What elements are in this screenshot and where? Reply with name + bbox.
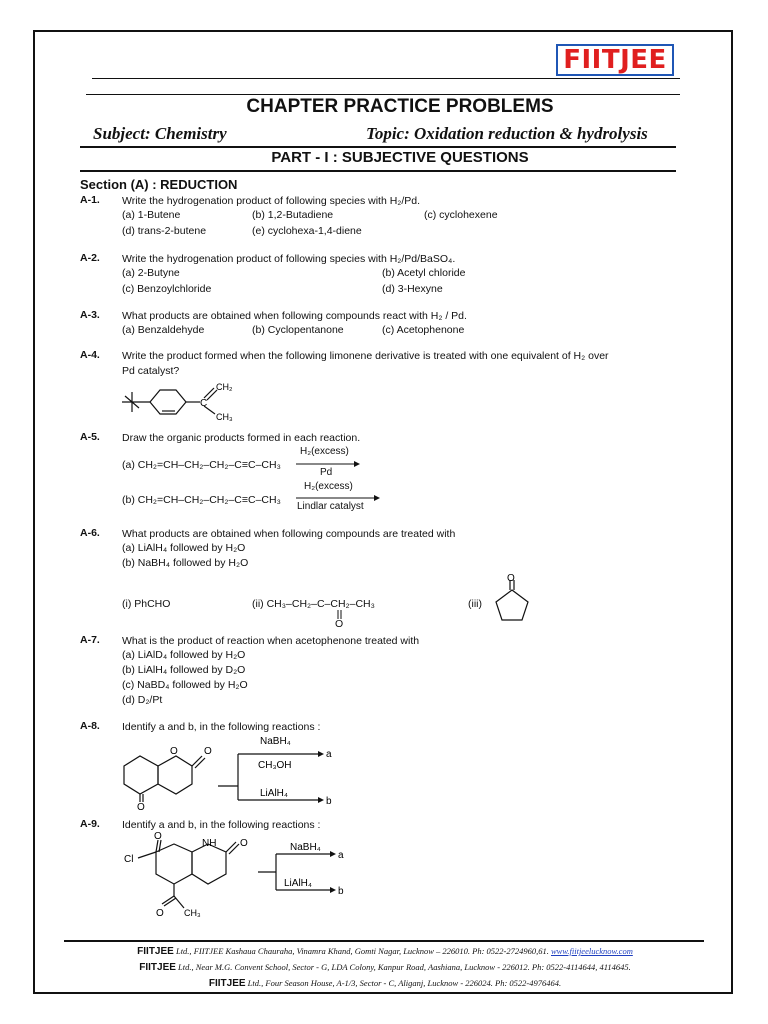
option: (d) D₂/Pt (122, 694, 163, 706)
product-a: a (338, 850, 344, 861)
product-b: b (326, 796, 332, 807)
oxygen-label: O (335, 618, 344, 630)
website-link[interactable]: www.fiitjeelucknow.com (551, 946, 633, 956)
ketone-oxygen-label: O (137, 802, 145, 810)
a8-reaction-scheme (118, 730, 358, 810)
question-text: Write the hydrogenation product of following species with H₂/Pd/BaSO₄. (122, 253, 456, 265)
page-title: CHAPTER PRACTICE PROBLEMS (246, 96, 554, 117)
question-number: A-6. (80, 527, 100, 539)
reaction-b: (b) CH₂=CH–CH₂–CH₂–C≡C–CH₃ (122, 494, 281, 506)
ring-oxygen-label: O (170, 746, 178, 757)
question-number: A-9. (80, 818, 100, 830)
product-b: b (338, 886, 344, 897)
option: (a) LiAlD₄ followed by H₂O (122, 649, 246, 661)
reaction-a: (a) CH₂=CH–CH₂–CH₂–C≡C–CH₃ (122, 459, 281, 471)
acetyl-oxygen-label: O (156, 908, 164, 919)
question-number: A-1. (80, 194, 100, 206)
question-text: What products are obtained when following compounds react with H₂ / Pd. (122, 310, 467, 322)
question-number: A-7. (80, 634, 100, 646)
carbonyl-oxygen-label: O (204, 746, 212, 757)
option: (c) Benzoylchloride (122, 283, 212, 295)
methyl-label: CH₃ (184, 908, 201, 918)
option: (a) 1-Butene (122, 209, 181, 221)
question-text: Identify a and b, in the following reactions : (122, 819, 321, 831)
reagent-bottom: LiAlH₄ (284, 878, 312, 889)
option: (a) Benzaldehyde (122, 324, 205, 336)
lactam-oxygen-label: O (240, 838, 248, 849)
section-heading: Section (A) : REDUCTION (80, 177, 238, 192)
option: (d) 3-Hexyne (382, 283, 443, 295)
compound-ii: (ii) CH₃–CH₂–C–CH₂–CH₃ (252, 598, 375, 610)
acyl-oxygen-label: O (154, 832, 162, 842)
option: (b) LiAlH₄ followed by D₂O (122, 664, 246, 676)
footer-line-3: FIITJEE Ltd., Four Season House, A-1/3, Sector - C, Aliganj, Lucknow - 226024. Ph: 0522-4976464. (208, 978, 562, 989)
reagent-bottom: Lindlar catalyst (297, 501, 364, 512)
header-rule (86, 94, 680, 95)
footer-rule (64, 940, 704, 942)
subject-label: Subject: Chemistry (93, 124, 227, 143)
option: (b) Cyclopentanone (252, 324, 344, 336)
option: (b) NaBH₄ followed by H₂O (122, 557, 249, 569)
part-rule-top (80, 146, 676, 148)
a9-reaction-scheme (118, 832, 358, 920)
question-text: What is the product of reaction when acetophenone treated with (122, 635, 420, 647)
reagent-top: NaBH₄ (290, 842, 321, 853)
reagent-bottom: LiAlH₄ (260, 788, 288, 799)
compound-i: (i) PhCHO (122, 598, 171, 610)
carbon-label: C (200, 398, 208, 409)
question-number: A-8. (80, 720, 100, 732)
option: (b) 1,2-Butadiene (252, 209, 334, 221)
question-text: Identify a and b, in the following reactions : (122, 721, 321, 733)
topic-label: Topic: Oxidation reduction & hydrolysis (366, 124, 648, 143)
option: (d) trans-2-butene (122, 225, 207, 237)
question-number: A-2. (80, 252, 100, 264)
fiitjee-logo: FIITJEE (556, 44, 674, 76)
option: (b) Acetyl chloride (382, 267, 466, 279)
solvent-label: CH₃OH (258, 760, 292, 771)
option: (a) 2-Butyne (122, 267, 180, 279)
product-a: a (326, 749, 332, 760)
question-text-continued: Pd catalyst? (122, 365, 180, 377)
cyclopentanone-structure (490, 572, 534, 626)
chlorine-label: Cl (124, 854, 134, 865)
ch3-label: CH₃ (216, 412, 233, 422)
nh-label: NH (202, 838, 217, 849)
question-text: What products are obtained when following compounds are treated with (122, 528, 456, 540)
reagent-top: H₂(excess) (300, 446, 349, 457)
question-number: A-4. (80, 349, 100, 361)
oxygen-label: O (507, 573, 515, 584)
compound-iii: (iii) (468, 598, 482, 610)
reagent-bottom: Pd (320, 467, 333, 478)
footer-line-1: FIITJEE Ltd., FIITJEE Kashaua Chauraha, Vinamra Khand, Gomti Nagar, Lucknow – 226010. Ph: 0522-2724960,61. www.fiitjeelucknow.com (137, 946, 633, 957)
reagent-top: H₂(excess) (304, 481, 353, 492)
question-text: Draw the organic products formed in each reaction. (122, 432, 361, 444)
part-rule-bottom (80, 170, 676, 172)
part-heading: PART - I : SUBJECTIVE QUESTIONS (271, 149, 529, 166)
header-rule-top (92, 78, 680, 79)
option: (c) Acetophenone (382, 324, 465, 336)
footer-line-2: FIITJEE Ltd., Near M.G. Convent School, Sector - G, LDA Colony, Kanpur Road, Aashiana, Lucknow - 226012. Ph: 0522-4114644, 4114645. (139, 962, 631, 973)
option: (e) cyclohexa-1,4-diene (252, 225, 362, 237)
option: (a) LiAlH₄ followed by H₂O (122, 542, 246, 554)
question-text: Write the product formed when the following limonene derivative is treated with one equivalent of H₂ over (122, 350, 609, 362)
question-number: A-5. (80, 431, 100, 443)
question-number: A-3. (80, 309, 100, 321)
option: (c) NaBD₄ followed by H₂O (122, 679, 248, 691)
limonene-structure (120, 376, 240, 426)
option: (c) cyclohexene (424, 209, 498, 221)
ch2-label: CH₂ (216, 382, 233, 392)
reagent-top: NaBH₄ (260, 736, 291, 747)
question-text: Write the hydrogenation product of following species with H₂/Pd. (122, 195, 421, 207)
